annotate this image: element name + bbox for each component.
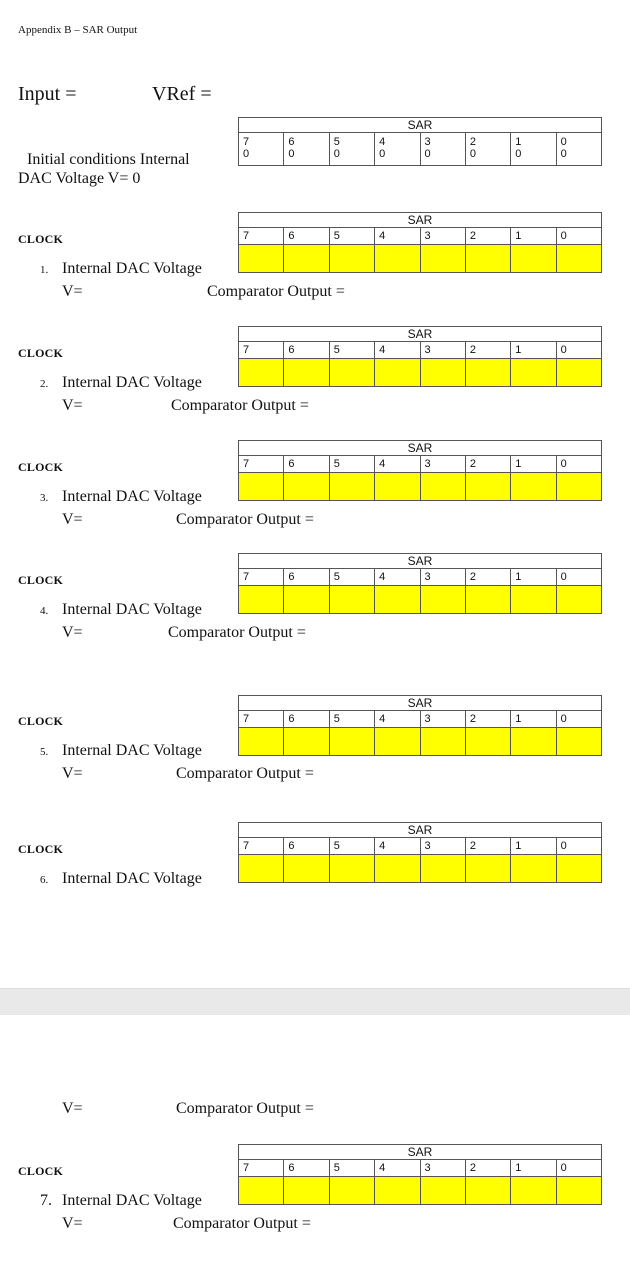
comparator-output-label: Comparator Output = (176, 511, 314, 528)
v-label: V= (62, 1100, 83, 1117)
sar-cell-2: 2 0 (465, 133, 510, 165)
sar-bit-3: 3 (420, 342, 465, 358)
sar-title: SAR (239, 441, 601, 456)
sar-bit-6: 6 (283, 1160, 328, 1176)
vref-label: VRef = (152, 83, 212, 105)
sar-bit-3: 3 (420, 711, 465, 727)
sar-cell-6: 6 0 (283, 133, 328, 165)
sar-bit-2: 2 (465, 1160, 510, 1176)
v-label: V= (62, 283, 83, 300)
v-label: V= (62, 397, 83, 414)
step-number: 1. (40, 264, 49, 276)
comparator-output-label: Comparator Output = (168, 624, 306, 641)
input-label: Input = (18, 83, 77, 105)
sar-bit-2: 2 (465, 711, 510, 727)
sar-bit-7: 7 (243, 230, 250, 242)
sar-table-step-4 (238, 553, 602, 614)
sar-bit-5: 5 (329, 1160, 374, 1176)
sar-bit-6: 6 (283, 711, 328, 727)
internal-dac-label: Internal DAC Voltage (62, 601, 202, 618)
sar-cell-5: 5 0 (329, 133, 374, 165)
internal-dac-label: Internal DAC Voltage (62, 870, 202, 887)
sar-bit-5: 5 (329, 456, 374, 472)
sar-bit-7: 7 (243, 571, 250, 583)
sar-title: SAR (239, 118, 601, 133)
sar-bit-2: 2 (465, 456, 510, 472)
sar-bit-0: 0 (556, 456, 601, 472)
sar-bit-7: 7 (243, 458, 250, 470)
sar-bit-2: 2 (465, 228, 510, 244)
sar-table-initial (238, 117, 602, 166)
sar-title: SAR (239, 696, 601, 711)
sar-cell-0: 0 0 (556, 133, 601, 165)
clock-label: CLOCK (18, 842, 64, 856)
sar-cell-7: 7 0 (243, 136, 250, 160)
sar-bit-4: 4 (374, 228, 419, 244)
comparator-output-label: Comparator Output = (207, 283, 345, 300)
sar-value-row (239, 854, 601, 882)
sar-bit-6: 6 (283, 838, 328, 854)
sar-bit-0: 0 (556, 569, 601, 585)
page-break (0, 988, 630, 1015)
sar-bit-2: 2 (465, 569, 510, 585)
sar-value-row (239, 358, 601, 386)
sar-value-row (239, 1176, 601, 1204)
comparator-output-label: Comparator Output = (173, 1215, 311, 1232)
sar-title: SAR (239, 327, 601, 342)
sar-cell-1: 1 0 (510, 133, 555, 165)
sar-bit-0: 0 (556, 228, 601, 244)
sar-table-step-5 (238, 695, 602, 756)
internal-dac-label: Internal DAC Voltage (62, 742, 202, 759)
comparator-output-label: Comparator Output = (171, 397, 309, 414)
sar-bit-7: 7 (243, 1162, 250, 1174)
sar-bit-0: 0 (556, 342, 601, 358)
step-number: 4. (40, 605, 49, 617)
sar-title: SAR (239, 213, 601, 228)
sar-table-step-2 (238, 326, 602, 387)
comparator-output-label: Comparator Output = (176, 765, 314, 782)
sar-value-row (239, 472, 601, 500)
sar-bit-5: 5 (329, 342, 374, 358)
internal-dac-label: Internal DAC Voltage (62, 1192, 202, 1209)
sar-bit-1: 1 (510, 838, 555, 854)
internal-dac-label: Internal DAC Voltage (62, 488, 202, 505)
clock-label: CLOCK (18, 1164, 64, 1178)
sar-bit-0: 0 (556, 838, 601, 854)
sar-bit-0: 0 (556, 711, 601, 727)
sar-table-step-7 (238, 1144, 602, 1205)
sar-bit-4: 4 (374, 838, 419, 854)
sar-bit-7: 7 (243, 840, 250, 852)
sar-bit-5: 5 (329, 228, 374, 244)
sar-bit-5: 5 (329, 711, 374, 727)
clock-label: CLOCK (18, 346, 64, 360)
sar-bit-4: 4 (374, 711, 419, 727)
sar-bit-2: 2 (465, 342, 510, 358)
clock-label: CLOCK (18, 460, 64, 474)
step-number: 7. (40, 1192, 52, 1209)
initial-conditions-line1: Initial conditions Internal (27, 151, 190, 168)
clock-label: CLOCK (18, 573, 64, 587)
sar-value-row (239, 727, 601, 755)
sar-bit-6: 6 (283, 456, 328, 472)
step-number: 6. (40, 874, 49, 886)
sar-bit-3: 3 (420, 456, 465, 472)
sar-bit-5: 5 (329, 838, 374, 854)
clock-label: CLOCK (18, 232, 64, 246)
sar-bit-5: 5 (329, 569, 374, 585)
sar-cell-4: 4 0 (374, 133, 419, 165)
internal-dac-label: Internal DAC Voltage (62, 260, 202, 277)
sar-table-step-3 (238, 440, 602, 501)
sar-bit-1: 1 (510, 342, 555, 358)
v-label: V= (62, 624, 83, 641)
sar-bit-4: 4 (374, 342, 419, 358)
sar-bit-7: 7 (243, 344, 250, 356)
step-number: 3. (40, 492, 49, 504)
internal-dac-label: Internal DAC Voltage (62, 374, 202, 391)
v-label: V= (62, 765, 83, 782)
comparator-output-label: Comparator Output = (176, 1100, 314, 1117)
clock-label: CLOCK (18, 714, 64, 728)
initial-conditions-line2: DAC Voltage V= 0 (18, 170, 141, 187)
sar-bit-0: 0 (556, 1160, 601, 1176)
sar-bit-4: 4 (374, 1160, 419, 1176)
sar-title: SAR (239, 554, 601, 569)
sar-table-step-6 (238, 822, 602, 883)
sar-bit-3: 3 (420, 1160, 465, 1176)
sar-bit-1: 1 (510, 228, 555, 244)
sar-bit-1: 1 (510, 569, 555, 585)
sar-title: SAR (239, 1145, 601, 1160)
sar-bit-3: 3 (420, 569, 465, 585)
sar-title: SAR (239, 823, 601, 838)
sar-bit-4: 4 (374, 456, 419, 472)
sar-bit-1: 1 (510, 1160, 555, 1176)
step-number: 2. (40, 378, 49, 390)
sar-bit-1: 1 (510, 711, 555, 727)
sar-bit-2: 2 (465, 838, 510, 854)
step-number: 5. (40, 746, 49, 758)
sar-bit-6: 6 (283, 342, 328, 358)
sar-value-row (239, 244, 601, 272)
sar-table-step-1 (238, 212, 602, 273)
page-header: Appendix B – SAR Output (18, 24, 138, 36)
sar-bit-3: 3 (420, 838, 465, 854)
sar-bit-6: 6 (283, 228, 328, 244)
v-label: V= (62, 1215, 83, 1232)
sar-bit-6: 6 (283, 569, 328, 585)
sar-value-row (239, 585, 601, 613)
sar-bit-1: 1 (510, 456, 555, 472)
sar-bit-4: 4 (374, 569, 419, 585)
sar-cell-3: 3 0 (420, 133, 465, 165)
sar-bit-3: 3 (420, 228, 465, 244)
v-label: V= (62, 511, 83, 528)
sar-bit-7: 7 (243, 713, 250, 725)
